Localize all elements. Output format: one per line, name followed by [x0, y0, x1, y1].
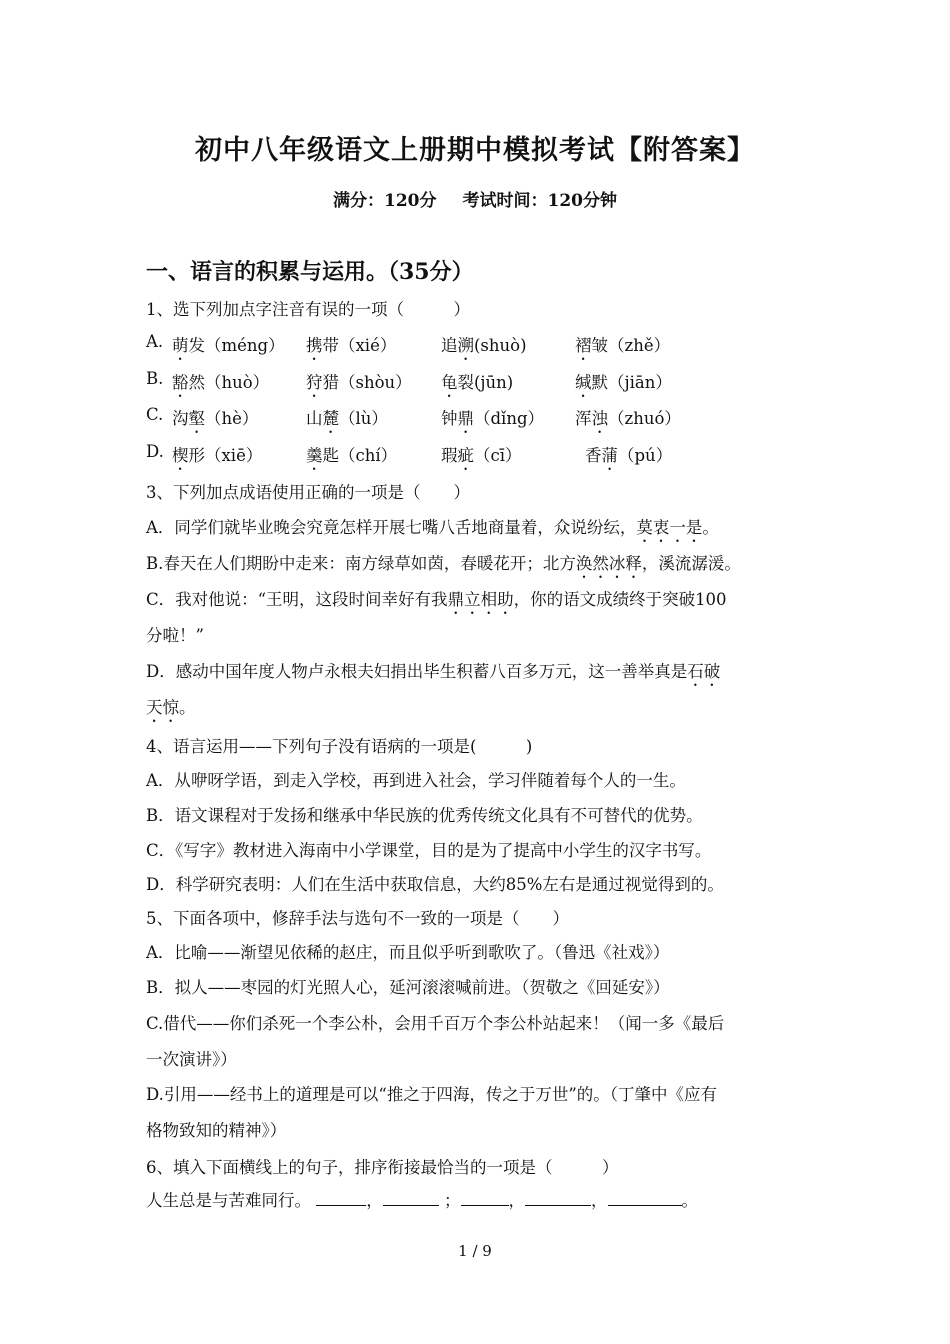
exam-meta	[0, 186, 950, 211]
q1-option-item: 狩猎（shòu）	[306, 373, 412, 392]
dotted-char: 羹	[306, 446, 323, 465]
dotted-char: 狩	[306, 373, 323, 392]
q6-stem: 6、填入下面横线上的句子，排序衔接最恰当的一项是（ ）	[146, 1158, 619, 1177]
q3-b-dotted: 涣然冰释	[575, 554, 642, 573]
dotted-char: 豁	[172, 373, 189, 392]
q5-option-d: D.引用——经书上的道理是可以“推之于四海，传之于万世”的。（丁肇中《应有	[146, 1085, 718, 1104]
dotted-char: 浊	[591, 409, 608, 428]
q1-option-item: 山麓（lù）	[306, 409, 388, 428]
q3-d-dotted-cont: 天惊	[146, 698, 179, 717]
q4-option-d: D．科学研究表明：人们在生活中获取信息，大约85%左右是通过视觉得到的。	[146, 875, 724, 894]
q3-option-c: C．我对他说：“王明，这段时间幸好有我鼎立相助，你的语文成绩终于突破100	[146, 590, 727, 609]
q3-stem: 3、下列加点成语使用正确的一项是（ ）	[146, 483, 470, 502]
q4-option-c: C．《写字》教材进入海南中小学课堂，目的是为了提高中小学生的汉字书写。	[146, 841, 712, 860]
q3-option-d-cont: 天惊。	[146, 698, 196, 717]
q5-option-c-cont: 一次演讲》）	[146, 1050, 237, 1069]
full-score: 满分：120分	[333, 191, 437, 211]
q1-option-label: A.	[146, 332, 164, 351]
q1-option-item: 浑浊（zhuó）	[575, 409, 681, 428]
q1-option-item: 追溯(shuò)	[441, 336, 527, 355]
q1-option-label: C.	[146, 405, 164, 424]
exam-time: 考试时间：120分钟	[462, 191, 617, 211]
dotted-char: 鼎	[457, 409, 474, 428]
q3-option-c-cont: 分啦！”	[146, 626, 204, 645]
q1-option-item: 沟壑（hè）	[172, 409, 259, 428]
answer-blank-4[interactable]	[525, 1191, 591, 1206]
dotted-char: 褶	[575, 336, 592, 355]
q1-option-item: 香蒲（pú）	[585, 446, 673, 465]
q4-stem: 4、语言运用——下列句子没有语病的一项是( )	[146, 737, 533, 756]
q1-option-label: B.	[146, 369, 164, 388]
q1-option-item: 携带（xié）	[306, 336, 397, 355]
answer-blank-3[interactable]	[461, 1191, 509, 1206]
q4-option-b: B．语文课程对于发扬和继承中华民族的优秀传统文化具有不可替代的优势。	[146, 806, 703, 825]
q3-c-dotted: 鼎立相助	[447, 590, 514, 609]
q1-option-item: 龟裂(jūn)	[441, 373, 514, 392]
q3-option-a: A．同学们就毕业晚会究竟怎样开展七嘴八舌地商量着，众说纷纭，莫衷一是。	[146, 518, 719, 537]
q1-option-item: 缄默（jiān）	[575, 373, 672, 392]
q4-option-a: A．从咿呀学语，到走入学校，再到进入社会，学习伴随着每个人的一生。	[146, 771, 686, 790]
dotted-char: 壑	[188, 409, 205, 428]
q5-option-c: C.借代——你们杀死一个李公朴，会用千百万个李公朴站起来！（闻一多《最后	[146, 1014, 725, 1033]
q1-option-item: 羹匙（chí）	[306, 446, 398, 465]
answer-blank-5[interactable]	[608, 1191, 682, 1206]
q3-option-b: B.春天在人们期盼中走来：南方绿草如茵，春暖花开；北方涣然冰释，溪流潺湲。	[146, 554, 741, 573]
q1-option-item: 褶皱（zhě）	[575, 336, 671, 355]
q1-option-item: 楔形（xiē）	[172, 446, 263, 465]
q1-option-item: 萌发（méng）	[172, 336, 285, 355]
q5-stem: 5、下面各项中，修辞手法与选句不一致的一项是（ ）	[146, 909, 569, 928]
page-title: 初中八年级语文上册期中模拟考试【附答案】	[195, 135, 755, 166]
q3-d-dotted: 石破	[687, 662, 721, 681]
dotted-char: 缄	[575, 373, 592, 392]
q1-option-item: 钟鼎（dǐng）	[441, 409, 545, 428]
q1-option-label: D.	[146, 442, 164, 461]
q5-option-a: A．比喻——渐望见依稀的赵庄，而且似乎听到歌吹了。（鲁迅《社戏》）	[146, 943, 670, 962]
dotted-char: 麓	[322, 409, 339, 428]
section-heading: 一、语言的积累与运用。（35分）	[146, 259, 474, 285]
dotted-char: 萌	[172, 336, 189, 355]
dotted-char: 楔	[172, 446, 189, 465]
dotted-char: 龟	[441, 373, 458, 392]
q5-option-b: B．拟人——枣园的灯光照人心，延河滚滚喊前进。（贺敬之《回延安》）	[146, 978, 670, 997]
q1-option-item: 豁然（huò）	[172, 373, 270, 392]
q1-option-item: 瑕疵（cī）	[441, 446, 522, 465]
dotted-char: 蒲	[601, 446, 618, 465]
dotted-char: 携	[306, 336, 323, 355]
q3-option-d: D．感动中国年度人物卢永根夫妇捐出毕生积蓄八百多万元，这一善举真是石破	[146, 662, 721, 681]
page-number: 1 / 9	[458, 1242, 492, 1260]
answer-blank-2[interactable]	[383, 1191, 439, 1206]
q3-a-dotted: 莫衷一是	[636, 518, 703, 537]
q5-option-d-cont: 格物致知的精神》）	[146, 1121, 287, 1140]
dotted-char: 疵	[457, 446, 474, 465]
q1-stem: 1、选下列加点字注音有误的一项（ ）	[146, 300, 470, 319]
dotted-char: 溯	[457, 336, 474, 355]
answer-blank-1[interactable]	[316, 1191, 366, 1206]
q6-sentence: 人生总是与苦难同行。 ， ； ， ， 。	[146, 1191, 698, 1210]
